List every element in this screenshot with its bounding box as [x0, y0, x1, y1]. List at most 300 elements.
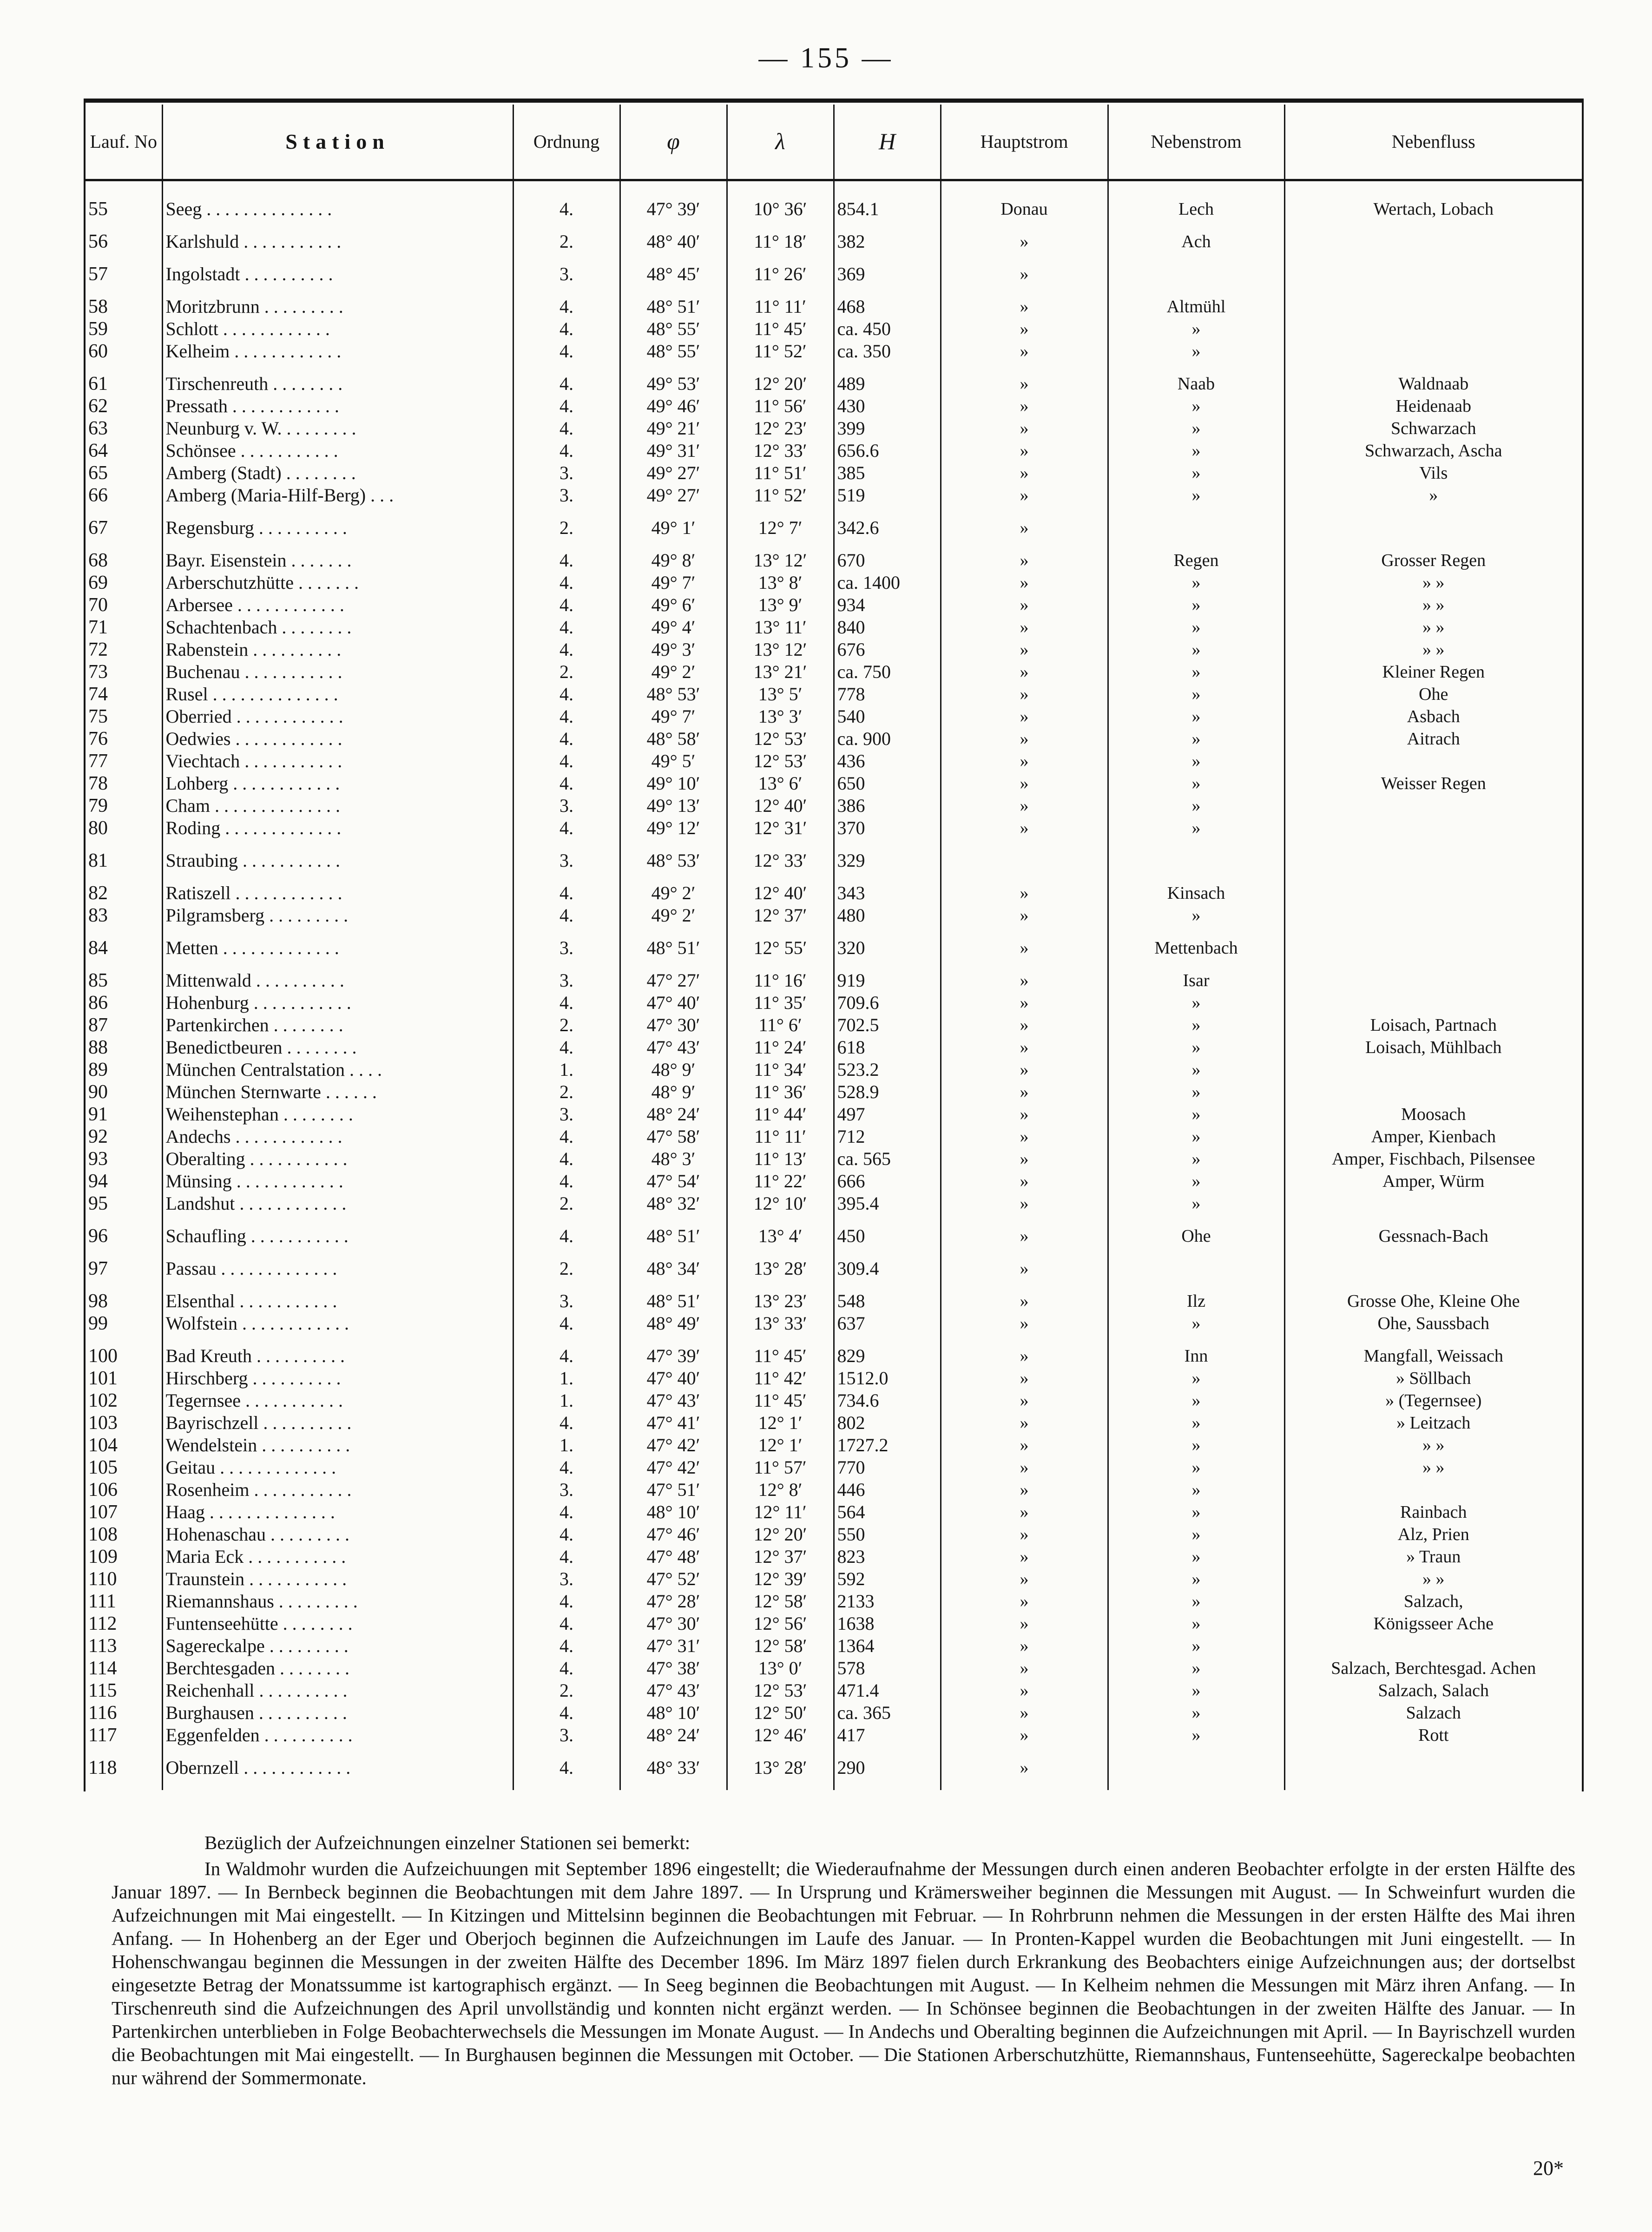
ordnung-value: 4.	[513, 572, 620, 594]
ordnung-value: 1.	[513, 1434, 620, 1456]
table-row	[86, 1635, 1582, 1657]
station-name: Oberalting . . . . . . . . . . .	[162, 1148, 513, 1170]
nebenfluss-value	[1284, 253, 1582, 285]
latitude-value: 48° 9′	[620, 1081, 727, 1103]
altitude-value: 497	[834, 1103, 941, 1126]
hauptstrom-value: »	[941, 318, 1108, 340]
row-number: 84	[86, 927, 162, 959]
table-row	[86, 705, 1582, 728]
longitude-value: 11° 22′	[727, 1170, 834, 1192]
hauptstrom-value: »	[941, 440, 1108, 462]
longitude-value: 11° 26′	[727, 253, 834, 285]
col-hauptstrom: Hauptstrom	[941, 105, 1108, 180]
latitude-value: 47° 43′	[620, 1036, 727, 1059]
altitude-value: 436	[834, 750, 941, 772]
col-nebenfluss: Nebenfluss	[1284, 105, 1582, 180]
latitude-value: 49° 2′	[620, 904, 727, 927]
altitude-value: 548	[834, 1280, 941, 1312]
nebenstrom-value: »	[1108, 795, 1284, 817]
nebenstrom-value: »	[1108, 817, 1284, 839]
longitude-value: 11° 51′	[727, 462, 834, 484]
nebenstrom-value: »	[1108, 1367, 1284, 1389]
station-name: Riemannshaus . . . . . . . . .	[162, 1590, 513, 1613]
nebenstrom-value: »	[1108, 1613, 1284, 1635]
ordnung-value: 2.	[513, 1081, 620, 1103]
hauptstrom-value: »	[941, 594, 1108, 616]
col-lauf-no: Lauf. No	[86, 105, 162, 180]
nebenstrom-value: Mettenbach	[1108, 927, 1284, 959]
hauptstrom-value: »	[941, 1746, 1108, 1790]
nebenstrom-value: »	[1108, 1036, 1284, 1059]
table-row	[86, 1126, 1582, 1148]
station-name: Oedwies . . . . . . . . . . . .	[162, 728, 513, 750]
nebenstrom-value	[1108, 1746, 1284, 1790]
latitude-value: 49° 3′	[620, 639, 727, 661]
row-number: 91	[86, 1103, 162, 1126]
hauptstrom-value: »	[941, 462, 1108, 484]
nebenfluss-value: Salzach, Berchtesgad. Achen	[1331, 1659, 1536, 1678]
altitude-value: 770	[834, 1456, 941, 1479]
table-row	[86, 1412, 1582, 1434]
hauptstrom-value: »	[941, 1523, 1108, 1546]
station-name: Haag . . . . . . . . . . . . . .	[162, 1501, 513, 1523]
station-name: Straubing . . . . . . . . . . .	[162, 839, 513, 872]
station-name: Andechs . . . . . . . . . . . .	[162, 1126, 513, 1148]
nebenstrom-value: »	[1108, 1590, 1284, 1613]
latitude-value: 47° 40′	[620, 992, 727, 1014]
hauptstrom-value: »	[941, 992, 1108, 1014]
station-name: Hirschberg . . . . . . . . . .	[162, 1367, 513, 1389]
ordnung-value: 2.	[513, 220, 620, 253]
longitude-value: 13° 8′	[727, 572, 834, 594]
nebenstrom-value: »	[1108, 1170, 1284, 1192]
latitude-value: 49° 7′	[620, 705, 727, 728]
nebenstrom-value: »	[1108, 683, 1284, 705]
nebenstrom-value: »	[1108, 904, 1284, 927]
station-name: Rabenstein . . . . . . . . . .	[162, 639, 513, 661]
table-row	[86, 904, 1582, 927]
nebenfluss-value: Salzach, Salach	[1378, 1681, 1489, 1700]
latitude-value: 47° 27′	[620, 959, 727, 992]
longitude-value: 13° 9′	[727, 594, 834, 616]
nebenfluss-value: »	[1429, 486, 1438, 505]
altitude-value: 382	[834, 220, 941, 253]
nebenfluss-value	[1284, 340, 1582, 362]
table-body	[86, 180, 1582, 1791]
ordnung-value: 4.	[513, 750, 620, 772]
table-row	[86, 220, 1582, 253]
table-row	[86, 572, 1582, 594]
nebenstrom-value: Altmühl	[1108, 285, 1284, 318]
longitude-value: 11° 57′	[727, 1456, 834, 1479]
hauptstrom-value: »	[941, 1568, 1108, 1590]
nebenstrom-value: »	[1108, 1312, 1284, 1335]
nebenstrom-value: »	[1108, 1635, 1284, 1657]
hauptstrom-value: »	[941, 362, 1108, 395]
nebenfluss-value: » Leitzach	[1396, 1413, 1471, 1433]
longitude-value: 11° 18′	[727, 220, 834, 253]
nebenstrom-value: »	[1108, 1568, 1284, 1590]
table-row	[86, 1702, 1582, 1724]
latitude-value: 49° 12′	[620, 817, 727, 839]
table-row	[86, 1546, 1582, 1568]
nebenstrom-value: »	[1108, 772, 1284, 795]
station-name: Viechtach . . . . . . . . . . .	[162, 750, 513, 772]
nebenfluss-value	[1284, 1059, 1582, 1081]
station-name: Wendelstein . . . . . . . . . .	[162, 1434, 513, 1456]
hauptstrom-value: »	[941, 1501, 1108, 1523]
nebenfluss-value	[1284, 872, 1582, 904]
row-number: 74	[86, 683, 162, 705]
nebenfluss-value: » »	[1422, 573, 1445, 593]
hauptstrom-value: »	[941, 728, 1108, 750]
longitude-value: 11° 44′	[727, 1103, 834, 1126]
altitude-value: 702.5	[834, 1014, 941, 1036]
hauptstrom-value: »	[941, 795, 1108, 817]
nebenstrom-value: »	[1108, 1412, 1284, 1434]
nebenstrom-value: »	[1108, 1702, 1284, 1724]
longitude-value: 13° 6′	[727, 772, 834, 795]
longitude-value: 13° 33′	[727, 1312, 834, 1335]
row-number: 77	[86, 750, 162, 772]
col-nebenstrom: Nebenstrom	[1108, 105, 1284, 180]
table-row	[86, 417, 1582, 440]
nebenfluss-value: Grosse Ohe, Kleine Ohe	[1347, 1291, 1520, 1311]
nebenfluss-value: Kleiner Regen	[1382, 662, 1485, 682]
table-row	[86, 462, 1582, 484]
longitude-value: 13° 11′	[727, 616, 834, 639]
longitude-value: 11° 52′	[727, 340, 834, 362]
hauptstrom-value: »	[941, 1635, 1108, 1657]
station-name: Schönsee . . . . . . . . . . .	[162, 440, 513, 462]
hauptstrom-value: »	[941, 1280, 1108, 1312]
altitude-value: 343	[834, 872, 941, 904]
col-lambda: λ	[727, 105, 834, 180]
table-row	[86, 285, 1582, 318]
station-name: Pressath . . . . . . . . . . . .	[162, 395, 513, 417]
table-row	[86, 484, 1582, 507]
ordnung-value: 1.	[513, 1059, 620, 1081]
longitude-value: 12° 58′	[727, 1635, 834, 1657]
ordnung-value: 4.	[513, 180, 620, 221]
station-name: Reichenhall . . . . . . . . . .	[162, 1679, 513, 1702]
longitude-value: 12° 56′	[727, 1613, 834, 1635]
latitude-value: 47° 30′	[620, 1014, 727, 1036]
station-name: Benedictbeuren . . . . . . . .	[162, 1036, 513, 1059]
row-number: 86	[86, 992, 162, 1014]
table-row	[86, 1312, 1582, 1335]
nebenstrom-value	[1108, 839, 1284, 872]
latitude-value: 48° 53′	[620, 839, 727, 872]
station-name: Buchenau . . . . . . . . . . .	[162, 661, 513, 683]
hauptstrom-value: »	[941, 1036, 1108, 1059]
hauptstrom-value: »	[941, 750, 1108, 772]
nebenstrom-value: »	[1108, 1081, 1284, 1103]
longitude-value: 13° 28′	[727, 1247, 834, 1280]
hauptstrom-value: »	[941, 1148, 1108, 1170]
table-row	[86, 1434, 1582, 1456]
hauptstrom-value: »	[941, 1724, 1108, 1746]
row-number: 105	[86, 1456, 162, 1479]
nebenfluss-value: Weisser Regen	[1381, 774, 1486, 793]
hauptstrom-value: »	[941, 1412, 1108, 1434]
row-number: 113	[86, 1635, 162, 1657]
station-name: Kelheim . . . . . . . . . . . .	[162, 340, 513, 362]
col-phi: φ	[620, 105, 727, 180]
hauptstrom-value: »	[941, 1170, 1108, 1192]
row-number: 90	[86, 1081, 162, 1103]
nebenstrom-value	[1108, 507, 1284, 539]
table-row	[86, 1523, 1582, 1546]
altitude-value: 519	[834, 484, 941, 507]
longitude-value: 11° 35′	[727, 992, 834, 1014]
ordnung-value: 4.	[513, 639, 620, 661]
row-number: 88	[86, 1036, 162, 1059]
longitude-value: 11° 6′	[727, 1014, 834, 1036]
latitude-value: 47° 46′	[620, 1523, 727, 1546]
station-name: Neunburg v. W. . . . . . . . .	[162, 417, 513, 440]
row-number: 58	[86, 285, 162, 318]
table-row	[86, 992, 1582, 1014]
row-number: 98	[86, 1280, 162, 1312]
station-name: Seeg . . . . . . . . . . . . . .	[162, 180, 513, 221]
ordnung-value: 4.	[513, 1148, 620, 1170]
nebenstrom-value: »	[1108, 1434, 1284, 1456]
stations-table	[86, 105, 1582, 1790]
table-row	[86, 1059, 1582, 1081]
table-row	[86, 616, 1582, 639]
longitude-value: 12° 40′	[727, 795, 834, 817]
hauptstrom-value: »	[941, 872, 1108, 904]
table-row	[86, 1081, 1582, 1103]
altitude-value: 290	[834, 1746, 941, 1790]
ordnung-value: 4.	[513, 904, 620, 927]
nebenfluss-value	[1284, 1746, 1582, 1790]
hauptstrom-value: »	[941, 417, 1108, 440]
longitude-value: 12° 53′	[727, 1679, 834, 1702]
station-name: Pilgramsberg . . . . . . . . .	[162, 904, 513, 927]
ordnung-value: 3.	[513, 1724, 620, 1746]
hauptstrom-value: »	[941, 1657, 1108, 1679]
nebenfluss-value: Schwarzach, Ascha	[1365, 441, 1502, 461]
ordnung-value: 4.	[513, 285, 620, 318]
hauptstrom-value: »	[941, 705, 1108, 728]
table-row	[86, 1247, 1582, 1280]
ordnung-value: 3.	[513, 1103, 620, 1126]
ordnung-value: 4.	[513, 616, 620, 639]
latitude-value: 49° 6′	[620, 594, 727, 616]
nebenfluss-value: Aitrach	[1407, 729, 1460, 749]
row-number: 65	[86, 462, 162, 484]
ordnung-value: 4.	[513, 1215, 620, 1247]
longitude-value: 11° 13′	[727, 1148, 834, 1170]
table-row	[86, 1103, 1582, 1126]
table-row	[86, 1613, 1582, 1635]
table-row	[86, 1724, 1582, 1746]
nebenstrom-value: »	[1108, 1389, 1284, 1412]
latitude-value: 47° 30′	[620, 1613, 727, 1635]
altitude-value: 578	[834, 1657, 941, 1679]
station-name: Bayr. Eisenstein . . . . . . .	[162, 539, 513, 572]
ordnung-value: 4.	[513, 1312, 620, 1335]
altitude-value: ca. 565	[834, 1148, 941, 1170]
ordnung-value: 3.	[513, 484, 620, 507]
altitude-value: 468	[834, 285, 941, 318]
ordnung-value: 4.	[513, 594, 620, 616]
ordnung-value: 2.	[513, 1247, 620, 1280]
latitude-value: 47° 52′	[620, 1568, 727, 1590]
station-name: Berchtesgaden . . . . . . . .	[162, 1657, 513, 1679]
station-name: Oberried . . . . . . . . . . . .	[162, 705, 513, 728]
station-name: Elsenthal . . . . . . . . . . .	[162, 1280, 513, 1312]
latitude-value: 49° 10′	[620, 772, 727, 795]
longitude-value: 11° 45′	[727, 1389, 834, 1412]
altitude-value: 417	[834, 1724, 941, 1746]
station-name: Tegernsee . . . . . . . . . . .	[162, 1389, 513, 1412]
hauptstrom-value: »	[941, 572, 1108, 594]
station-name: Arbersee . . . . . . . . . . . .	[162, 594, 513, 616]
station-name: Geitau . . . . . . . . . . . . .	[162, 1456, 513, 1479]
nebenstrom-value: »	[1108, 462, 1284, 484]
row-number: 81	[86, 839, 162, 872]
row-number: 93	[86, 1148, 162, 1170]
row-number: 97	[86, 1247, 162, 1280]
nebenfluss-value	[1284, 507, 1582, 539]
ordnung-value: 4.	[513, 872, 620, 904]
nebenfluss-value: Vils	[1419, 463, 1448, 483]
station-name: Arberschutzhütte . . . . . . .	[162, 572, 513, 594]
altitude-value: 1727.2	[834, 1434, 941, 1456]
ordnung-value: 4.	[513, 1746, 620, 1790]
page-number: — 155 —	[758, 42, 894, 74]
nebenfluss-value: Loisach, Partnach	[1370, 1015, 1497, 1035]
longitude-value: 12° 50′	[727, 1702, 834, 1724]
hauptstrom-value: »	[941, 1103, 1108, 1126]
row-number: 100	[86, 1335, 162, 1367]
altitude-value: 709.6	[834, 992, 941, 1014]
longitude-value: 12° 33′	[727, 440, 834, 462]
nebenstrom-value	[1108, 253, 1284, 285]
ordnung-value: 4.	[513, 395, 620, 417]
altitude-value: 829	[834, 1335, 941, 1367]
hauptstrom-value: »	[941, 616, 1108, 639]
table-row	[86, 872, 1582, 904]
station-name: Rosenheim . . . . . . . . . . .	[162, 1479, 513, 1501]
ordnung-value: 4.	[513, 1635, 620, 1657]
longitude-value: 11° 24′	[727, 1036, 834, 1059]
hauptstrom-value: »	[941, 1434, 1108, 1456]
longitude-value: 10° 36′	[727, 180, 834, 221]
ordnung-value: 3.	[513, 795, 620, 817]
latitude-value: 48° 55′	[620, 318, 727, 340]
nebenfluss-value	[1284, 750, 1582, 772]
ordnung-value: 4.	[513, 318, 620, 340]
hauptstrom-value: »	[941, 340, 1108, 362]
longitude-value: 13° 23′	[727, 1280, 834, 1312]
nebenfluss-value: » Traun	[1406, 1547, 1461, 1567]
altitude-value: 450	[834, 1215, 941, 1247]
row-number: 80	[86, 817, 162, 839]
ordnung-value: 1.	[513, 1367, 620, 1389]
table-row	[86, 1389, 1582, 1412]
latitude-value: 49° 7′	[620, 572, 727, 594]
nebenfluss-value: Gessnach-Bach	[1378, 1226, 1488, 1246]
table-row	[86, 395, 1582, 417]
table-row	[86, 728, 1582, 750]
longitude-value: 13° 5′	[727, 683, 834, 705]
nebenstrom-value: »	[1108, 1192, 1284, 1215]
latitude-value: 48° 33′	[620, 1746, 727, 1790]
row-number: 72	[86, 639, 162, 661]
row-number: 64	[86, 440, 162, 462]
row-number: 76	[86, 728, 162, 750]
row-number: 107	[86, 1501, 162, 1523]
nebenstrom-value: »	[1108, 1479, 1284, 1501]
altitude-value: 734.6	[834, 1389, 941, 1412]
station-name: Funtenseehütte . . . . . . . .	[162, 1613, 513, 1635]
hauptstrom-value: »	[941, 1479, 1108, 1501]
altitude-value: 395.4	[834, 1192, 941, 1215]
row-number: 87	[86, 1014, 162, 1036]
altitude-value: 840	[834, 616, 941, 639]
hauptstrom-value: »	[941, 1192, 1108, 1215]
row-number: 96	[86, 1215, 162, 1247]
nebenstrom-value: Kinsach	[1108, 872, 1284, 904]
latitude-value: 48° 53′	[620, 683, 727, 705]
latitude-value: 48° 51′	[620, 1280, 727, 1312]
latitude-value: 47° 40′	[620, 1367, 727, 1389]
table-row	[86, 1590, 1582, 1613]
nebenfluss-value	[1284, 959, 1582, 992]
nebenfluss-value: Grosser Regen	[1381, 551, 1486, 570]
table-row	[86, 1036, 1582, 1059]
altitude-value: 919	[834, 959, 941, 992]
table-row	[86, 1679, 1582, 1702]
station-name: Burghausen . . . . . . . . . .	[162, 1702, 513, 1724]
station-name: Tirschenreuth . . . . . . . .	[162, 362, 513, 395]
header-row	[86, 105, 1582, 180]
row-number: 57	[86, 253, 162, 285]
row-number: 75	[86, 705, 162, 728]
latitude-value: 48° 10′	[620, 1501, 727, 1523]
table-row	[86, 318, 1582, 340]
nebenstrom-value: »	[1108, 484, 1284, 507]
table-row	[86, 750, 1582, 772]
nebenstrom-value: Inn	[1108, 1335, 1284, 1367]
ordnung-value: 4.	[513, 1501, 620, 1523]
nebenstrom-value: »	[1108, 1501, 1284, 1523]
ordnung-value: 1.	[513, 1389, 620, 1412]
nebenfluss-value: Salzach,	[1403, 1592, 1463, 1611]
table-row	[86, 1280, 1582, 1312]
ordnung-value: 3.	[513, 462, 620, 484]
nebenfluss-value	[1284, 1635, 1582, 1657]
nebenstrom-value: »	[1108, 1014, 1284, 1036]
altitude-value: 712	[834, 1126, 941, 1148]
latitude-value: 47° 39′	[620, 180, 727, 221]
altitude-value: 656.6	[834, 440, 941, 462]
nebenfluss-value: Rainbach	[1400, 1502, 1467, 1522]
nebenstrom-value: Ilz	[1108, 1280, 1284, 1312]
altitude-value: 676	[834, 639, 941, 661]
hauptstrom-value: »	[941, 1590, 1108, 1613]
latitude-value: 48° 10′	[620, 1702, 727, 1724]
longitude-value: 12° 55′	[727, 927, 834, 959]
altitude-value: ca. 350	[834, 340, 941, 362]
nebenfluss-value	[1284, 817, 1582, 839]
hauptstrom-value: »	[941, 1335, 1108, 1367]
ordnung-value: 4.	[513, 1412, 620, 1434]
